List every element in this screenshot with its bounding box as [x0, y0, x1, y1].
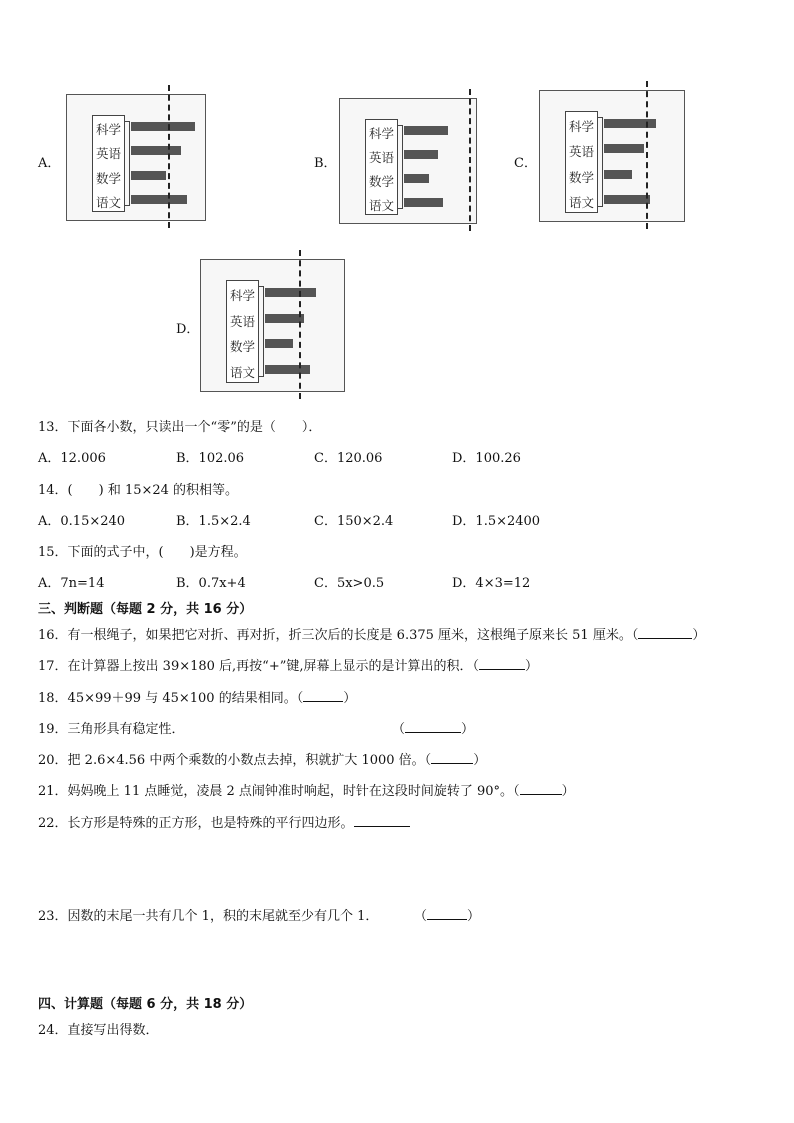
question-16 [38, 624, 705, 643]
question-14: 14．( ) 和 15×24 的积相等。 [38, 483, 239, 498]
question-15: 15．下面的式子中，( )是方程。 [38, 545, 247, 560]
section-3-heading: 三、判断题（每题 2 分，共 16 分） [38, 602, 253, 617]
paren-open: （ [296, 691, 304, 706]
q13-option-a[interactable]: A．12.006 [38, 451, 106, 466]
q14-option-b[interactable]: B．1.5×2.4 [176, 514, 251, 529]
q13-option-d[interactable]: D．100.26 [452, 451, 521, 466]
q15-option-c[interactable]: C．5x>0.5 [314, 576, 385, 591]
question-23-answer [414, 905, 480, 924]
answer-blank[interactable] [479, 657, 525, 670]
subject-label: 科学 [368, 126, 394, 141]
answer-blank[interactable] [638, 626, 692, 639]
figure-option-d[interactable] [200, 259, 345, 392]
answer-blank[interactable] [520, 782, 562, 795]
dashed-reference-line [646, 81, 648, 229]
bar-4 [265, 365, 310, 374]
subject-label: 英语 [229, 313, 255, 329]
paren-open: （ [392, 722, 406, 737]
subject-label: 语文 [568, 195, 594, 211]
subject-label: 数学 [368, 174, 394, 189]
subject-label-box [565, 111, 598, 213]
question-22 [38, 812, 410, 831]
bar-2 [404, 150, 438, 159]
question-20-text: 20．把 2.6×4.56 中两个乘数的小数点去掉，积就扩大 1000 倍。 [38, 753, 425, 768]
section-4-heading: 四、计算题（每题 6 分，共 18 分） [38, 997, 253, 1012]
paren-open: （ [513, 784, 520, 799]
bar-2 [131, 146, 181, 155]
subject-label: 数学 [568, 169, 594, 185]
question-19-answer [392, 718, 474, 737]
question-20 [38, 749, 486, 768]
figure-option-d-label[interactable]: D． [176, 322, 200, 337]
bar-2 [604, 144, 644, 153]
bar-1 [404, 126, 448, 135]
bar-3 [265, 339, 293, 348]
figure-option-c[interactable] [539, 90, 685, 222]
bar-1 [131, 122, 195, 131]
question-13: 13．下面各小数，只读出一个“零”的是（ ）． [38, 420, 322, 435]
paren-close: ） [461, 722, 475, 737]
paren-close: ） [343, 691, 357, 706]
bar-4 [404, 198, 443, 207]
question-16-text: 16．有一根绳子，如果把它对折、再对折，折三次后的长度是 6.375 厘米，这根绳子原来长 51 厘米。 [38, 628, 632, 643]
q14-option-c[interactable]: C．150×2.4 [314, 514, 394, 529]
bar-4 [604, 195, 650, 204]
bracket-line [259, 286, 264, 377]
q15-option-d[interactable]: D．4×3=12 [452, 576, 531, 591]
answer-blank[interactable] [354, 814, 410, 827]
figure-option-c-label[interactable]: C． [514, 156, 537, 171]
subject-label: 语文 [95, 194, 121, 210]
q14-option-d[interactable]: D．1.5×2400 [452, 514, 541, 529]
question-21 [38, 780, 575, 799]
figure-option-a[interactable] [66, 94, 206, 221]
subject-label-box [365, 119, 398, 215]
answer-blank[interactable] [431, 751, 473, 764]
dashed-reference-line [168, 85, 170, 228]
dashed-reference-line [469, 89, 471, 231]
subject-label: 语文 [368, 198, 394, 213]
paren-close: ） [525, 659, 539, 674]
q13-option-c[interactable]: C．120.06 [314, 451, 383, 466]
question-18-text: 18．45×99＋99 与 45×100 的结果相同。 [38, 691, 297, 706]
subject-label: 科学 [229, 287, 255, 303]
paren-open: （ [631, 628, 639, 643]
q13-option-b[interactable]: B．102.06 [176, 451, 245, 466]
question-21-text: 21．妈妈晚上 11 点睡觉，凌晨 2 点闹钟准时响起，时针在这段时间旋转了 90°。 [38, 784, 514, 799]
bar-4 [131, 195, 187, 204]
figure-option-a-label[interactable]: A． [38, 156, 61, 171]
bracket-line [125, 121, 130, 206]
subject-label: 科学 [95, 122, 121, 138]
answer-blank[interactable] [303, 689, 343, 702]
question-23 [38, 905, 378, 924]
q15-option-a[interactable]: A．7n=14 [38, 576, 105, 591]
q14-option-a[interactable]: A．0.15×240 [38, 514, 126, 529]
answer-blank[interactable] [405, 720, 461, 733]
dashed-reference-line [299, 250, 301, 399]
subject-label: 科学 [568, 118, 594, 134]
paren-close: ） [561, 784, 575, 799]
figure-option-b-label[interactable]: B． [314, 156, 337, 171]
question-23-text: 23．因数的末尾一共有几个 1，积的末尾就至少有几个 1． [38, 909, 379, 924]
subject-label: 数学 [229, 339, 255, 355]
subject-label: 语文 [229, 365, 255, 381]
paren-open: （ [472, 659, 480, 674]
question-17 [38, 655, 538, 674]
paren-close: ） [467, 909, 481, 924]
bracket-line [598, 117, 603, 207]
answer-blank[interactable] [427, 907, 467, 920]
question-18 [38, 687, 356, 706]
paren-open: （ [424, 753, 432, 768]
figure-option-b[interactable] [339, 98, 477, 224]
q15-option-b[interactable]: B．0.7x+4 [176, 576, 246, 591]
paren-open: （ [414, 909, 428, 924]
question-22-text: 22．长方形是特殊的正方形，也是特殊的平行四边形。 [38, 816, 354, 831]
subject-label: 英语 [368, 150, 394, 165]
bar-1 [604, 119, 656, 128]
subject-label-box [92, 115, 125, 212]
bracket-line [398, 125, 403, 209]
bar-3 [604, 170, 632, 179]
question-19: 19．三角形具有稳定性． [38, 722, 185, 737]
bar-3 [131, 171, 166, 180]
subject-label-box [226, 280, 259, 383]
subject-label: 英语 [95, 146, 121, 162]
bar-1 [265, 288, 316, 297]
paren-close: ） [473, 753, 487, 768]
subject-label: 数学 [95, 170, 121, 186]
question-24: 24．直接写出得数． [38, 1023, 159, 1038]
paren-close: ） [692, 628, 706, 643]
bar-3 [404, 174, 429, 183]
subject-label: 英语 [568, 144, 594, 160]
question-17-text: 17．在计算器上按出 39×180 后,再按“+”键,屏幕上显示的是计算出的积． [38, 659, 473, 674]
